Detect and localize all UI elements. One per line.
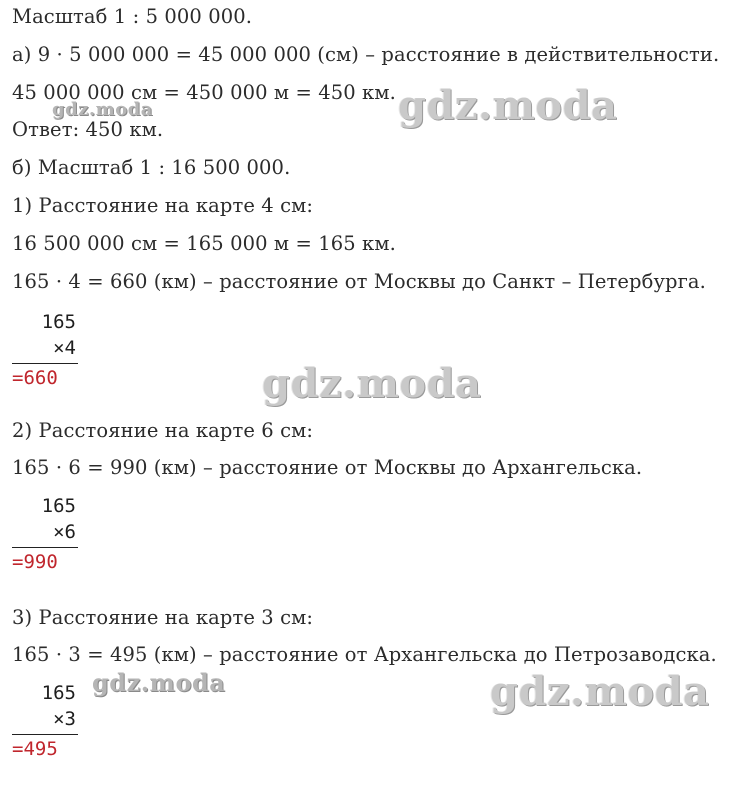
calc-divider <box>12 734 78 735</box>
column-multiplication-1 <box>8 310 78 390</box>
calc-multiplicand: 165 <box>41 682 76 704</box>
calc-result: =495 <box>12 738 58 760</box>
calc-multiplier: ×3 <box>53 708 76 730</box>
step-3-result: 165 · 3 = 495 (км) – расстояние от Архангельска до Петрозаводска. <box>12 643 717 666</box>
unit-conversion-2: 16 500 000 см = 165 000 м = 165 км. <box>12 232 396 255</box>
step-2-result: 165 · 6 = 990 (км) – расстояние от Москвы до Архангельска. <box>12 456 643 479</box>
watermark-logo: gdz.moda <box>490 668 710 715</box>
calc-result: =660 <box>12 367 58 389</box>
step-1-result: 165 · 4 = 660 (км) – расстояние от Москвы до Санкт – Петербурга. <box>12 270 706 293</box>
calc-divider <box>12 547 78 548</box>
watermark-logo: gdz.moda <box>262 360 482 407</box>
calc-multiplier: ×6 <box>53 521 76 543</box>
unit-conversion-1: 45 000 000 см = 450 000 м = 450 км. <box>12 81 396 104</box>
column-multiplication-2 <box>8 494 78 574</box>
step-1-heading: 1) Расстояние на карте 4 см: <box>12 194 314 217</box>
calc-multiplicand: 165 <box>41 311 76 333</box>
watermark-logo: gdz.moda <box>52 99 153 120</box>
part-a-calculation: а) 9 · 5 000 000 = 45 000 000 (см) – расстояние в действительности. <box>12 43 720 66</box>
watermark-logo: gdz.moda <box>92 668 226 697</box>
scale-line-1: Масштаб 1 : 5 000 000. <box>12 5 253 28</box>
step-3-heading: 3) Расстояние на карте 3 см: <box>12 606 314 629</box>
watermark-logo: gdz.moda <box>398 82 618 129</box>
calc-divider <box>12 363 78 364</box>
step-2-heading: 2) Расстояние на карте 6 см: <box>12 419 314 442</box>
answer-line: Ответ: 450 км. <box>12 118 164 141</box>
column-multiplication-3 <box>8 681 78 761</box>
scale-line-2: б) Масштаб 1 : 16 500 000. <box>12 156 291 179</box>
calc-result: =990 <box>12 551 58 573</box>
calc-multiplier: ×4 <box>53 337 76 359</box>
calc-multiplicand: 165 <box>41 495 76 517</box>
